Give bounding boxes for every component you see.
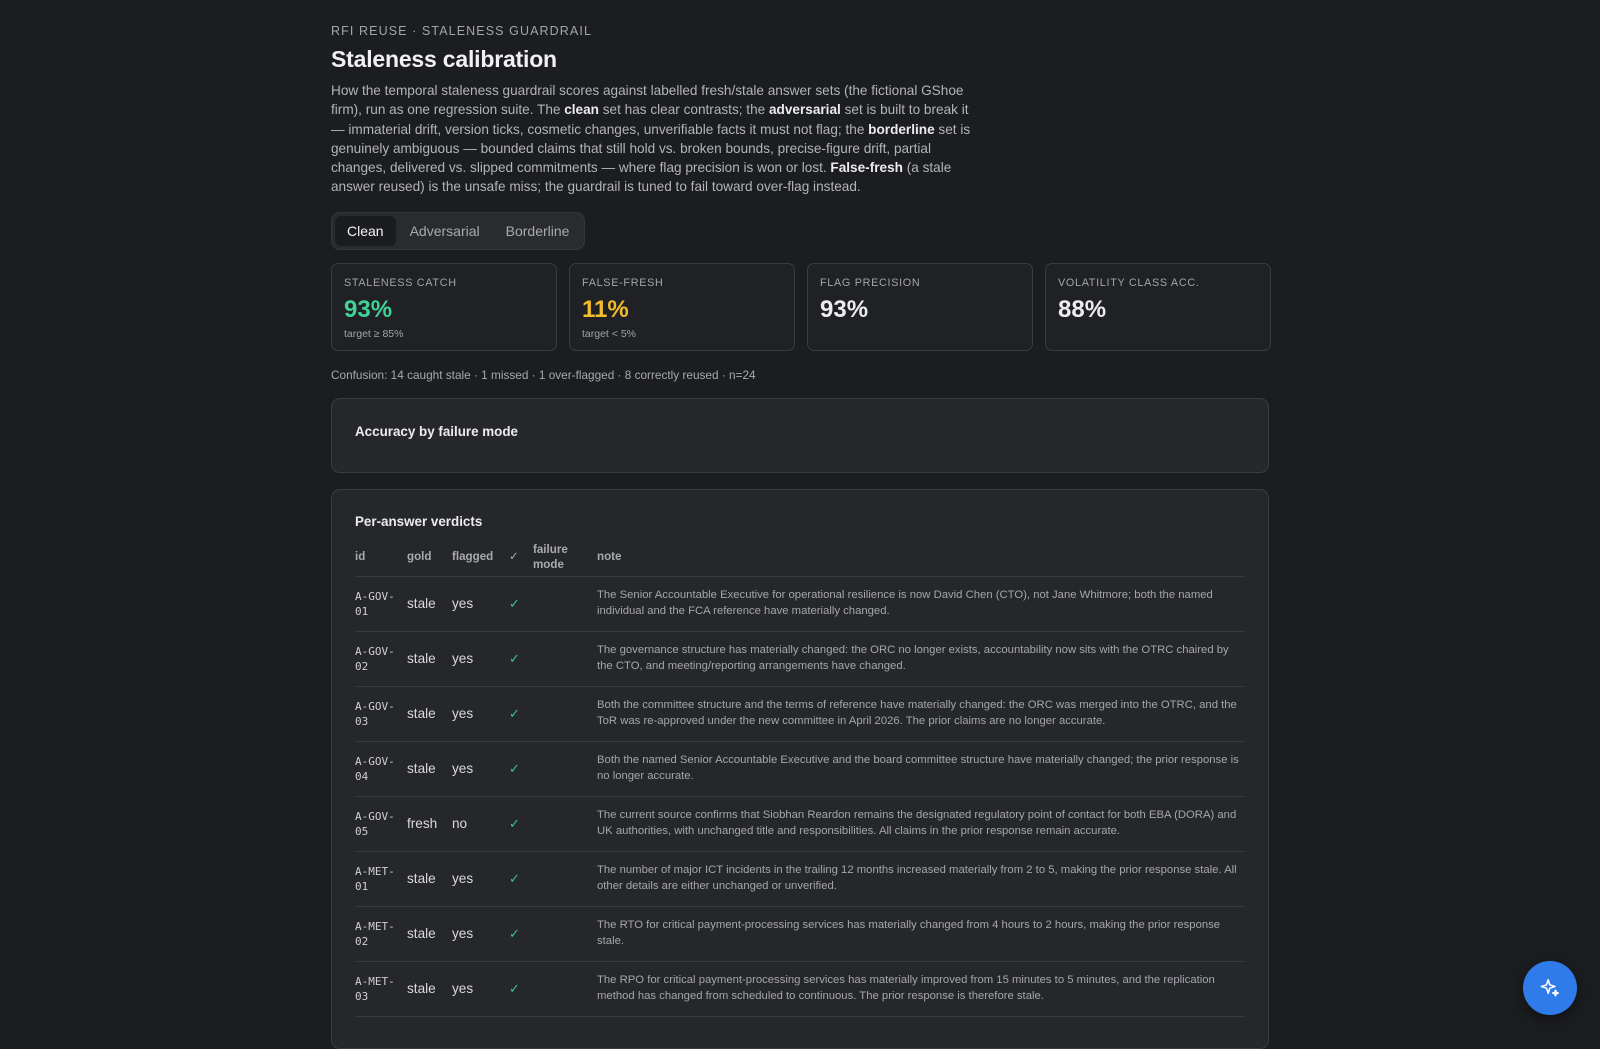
failure-mode bbox=[533, 906, 597, 961]
sparkle-icon bbox=[1539, 977, 1561, 999]
flagged-value: yes bbox=[452, 686, 509, 741]
verdicts-card bbox=[331, 489, 1269, 1049]
col-correct[interactable]: ✓ bbox=[509, 542, 533, 577]
correct-check: ✓ bbox=[509, 961, 533, 1016]
eyebrow: RFI REUSE · STALENESS GUARDRAIL bbox=[331, 24, 592, 38]
kpi-label: FALSE-FRESH bbox=[582, 276, 664, 289]
set-tabs bbox=[331, 212, 585, 250]
verdict-note: Both the named Senior Accountable Executive and the board committee structure have materially changed; the prior response is no longer accurate. bbox=[597, 741, 1245, 796]
flagged-value: yes bbox=[452, 906, 509, 961]
kpi-label: STALENESS CATCH bbox=[344, 276, 457, 289]
answer-id: A-GOV-01 bbox=[355, 576, 407, 631]
table-header-row bbox=[355, 542, 1245, 577]
col-note[interactable]: note bbox=[597, 542, 1245, 577]
correct-check: ✓ bbox=[509, 576, 533, 631]
verdict-note: The number of major ICT incidents in the trailing 12 months increased materially from 2 to 5, making the prior response stale. All other details are either unchanged or unverified. bbox=[597, 851, 1245, 906]
kpi-row bbox=[331, 263, 1269, 351]
intro-text: How the temporal staleness guardrail scores against labelled fresh/stale answer sets (the fictional GShoe firm), run as one regression suite. The bbox=[331, 83, 964, 118]
table-row[interactable] bbox=[355, 576, 1245, 631]
kpi-volatility-class-acc bbox=[1045, 263, 1271, 351]
failure-mode bbox=[533, 741, 597, 796]
gold-label: stale bbox=[407, 961, 452, 1016]
answer-id: A-GOV-04 bbox=[355, 741, 407, 796]
gold-label: stale bbox=[407, 631, 452, 686]
table-row[interactable] bbox=[355, 851, 1245, 906]
failure-mode bbox=[533, 686, 597, 741]
verdict-note: Both the committee structure and the terms of reference have materially changed: the ORC was merged into the OTRC, and the ToR was re-approved under the new committee in April 2026. The prior claims are no longer accurate. bbox=[597, 686, 1245, 741]
gold-label: stale bbox=[407, 851, 452, 906]
kpi-staleness-catch bbox=[331, 263, 557, 351]
table-row[interactable] bbox=[355, 961, 1245, 1016]
intro-text: set has clear contrasts; the bbox=[598, 102, 769, 118]
table-row[interactable] bbox=[355, 686, 1245, 741]
gold-label: stale bbox=[407, 741, 452, 796]
correct-check: ✓ bbox=[509, 631, 533, 686]
failure-mode-card bbox=[331, 398, 1269, 473]
correct-check: ✓ bbox=[509, 906, 533, 961]
intro-emphasis: clean bbox=[564, 102, 599, 118]
intro-text: set is built to break it — immaterial drift, version ticks, cosmetic changes, unverifiable facts it must not flag; the bbox=[331, 102, 969, 137]
intro-emphasis: adversarial bbox=[769, 102, 841, 118]
answer-id: A-GOV-03 bbox=[355, 686, 407, 741]
assistant-fab[interactable] bbox=[1523, 961, 1577, 1015]
flagged-value: no bbox=[452, 796, 509, 851]
tab-borderline[interactable]: Borderline bbox=[505, 222, 570, 239]
table-row[interactable] bbox=[355, 906, 1245, 961]
kpi-value: 88% bbox=[1058, 295, 1107, 323]
failure-mode-title: Accuracy by failure mode bbox=[355, 423, 518, 439]
tab-clean[interactable]: Clean bbox=[335, 216, 396, 246]
gold-label: stale bbox=[407, 686, 452, 741]
page-title: Staleness calibration bbox=[331, 46, 557, 72]
confusion-summary: Confusion: 14 caught stale · 1 missed · 1 over-flagged · 8 correctly reused · n=24 bbox=[331, 367, 756, 382]
failure-mode bbox=[533, 961, 597, 1016]
correct-check: ✓ bbox=[509, 796, 533, 851]
failure-mode bbox=[533, 796, 597, 851]
col-flagged[interactable]: flagged bbox=[452, 542, 509, 577]
kpi-target: target < 5% bbox=[582, 327, 636, 340]
correct-check: ✓ bbox=[509, 741, 533, 796]
table-row[interactable] bbox=[355, 796, 1245, 851]
flagged-value: yes bbox=[452, 961, 509, 1016]
kpi-label: FLAG PRECISION bbox=[820, 276, 921, 289]
intro-text: (a stale answer reused) is the unsafe miss; the guardrail is tuned to fail toward over-flag instead. bbox=[331, 160, 952, 195]
flagged-value: yes bbox=[452, 851, 509, 906]
verdict-note: The RTO for critical payment-processing services has materially changed from 4 hours to 2 hours, making the prior response stale. bbox=[597, 906, 1245, 961]
kpi-value: 93% bbox=[344, 295, 393, 323]
intro-emphasis: False-fresh bbox=[830, 160, 903, 176]
failure-mode bbox=[533, 631, 597, 686]
gold-label: fresh bbox=[407, 796, 452, 851]
answer-id: A-GOV-05 bbox=[355, 796, 407, 851]
correct-check: ✓ bbox=[509, 686, 533, 741]
verdict-note: The RPO for critical payment-processing services has materially improved from 15 minutes to 5 minutes, and the replication method has changed from scheduled to continuous. The prior response is therefore stale. bbox=[597, 961, 1245, 1016]
kpi-flag-precision bbox=[807, 263, 1033, 351]
kpi-label: VOLATILITY CLASS ACC. bbox=[1058, 276, 1200, 289]
kpi-value: 11% bbox=[582, 295, 629, 323]
answer-id: A-MET-01 bbox=[355, 851, 407, 906]
table-row[interactable] bbox=[355, 741, 1245, 796]
flagged-value: yes bbox=[452, 631, 509, 686]
staleness-calibration-page bbox=[331, 0, 1269, 1049]
verdicts-table bbox=[355, 542, 1245, 1017]
gold-label: stale bbox=[407, 576, 452, 631]
tab-adversarial[interactable]: Adversarial bbox=[409, 222, 480, 239]
col-id[interactable]: id bbox=[355, 542, 407, 577]
gold-label: stale bbox=[407, 906, 452, 961]
intro-paragraph bbox=[331, 81, 971, 197]
flagged-value: yes bbox=[452, 741, 509, 796]
intro-emphasis: borderline bbox=[868, 121, 935, 137]
flagged-value: yes bbox=[452, 576, 509, 631]
kpi-value: 93% bbox=[820, 295, 869, 323]
failure-mode bbox=[533, 851, 597, 906]
correct-check: ✓ bbox=[509, 851, 533, 906]
col-gold[interactable]: gold bbox=[407, 542, 452, 577]
table-row[interactable] bbox=[355, 631, 1245, 686]
intro-text: set is genuinely ambiguous — bounded claims that still hold vs. broken bounds, precise-figure drift, partial changes, delivered vs. slipped commitments — where flag precision is won or lost. bbox=[331, 121, 971, 176]
answer-id: A-GOV-02 bbox=[355, 631, 407, 686]
kpi-false-fresh bbox=[569, 263, 795, 351]
col-failure-mode[interactable]: failure mode bbox=[533, 542, 597, 577]
failure-mode bbox=[533, 576, 597, 631]
verdict-rows bbox=[355, 576, 1245, 1016]
verdict-note: The Senior Accountable Executive for operational resilience is now David Chen (CTO), not Jane Whitmore; both the named individual and the FCA reference have materially changed. bbox=[597, 576, 1245, 631]
answer-id: A-MET-03 bbox=[355, 961, 407, 1016]
verdict-note: The governance structure has materially changed: the ORC no longer exists, accountability now sits with the OTRC chaired by the CTO, and meeting/reporting arrangements have changed. bbox=[597, 631, 1245, 686]
answer-id: A-MET-02 bbox=[355, 906, 407, 961]
verdicts-title: Per-answer verdicts bbox=[355, 513, 483, 529]
kpi-target: target ≥ 85% bbox=[344, 327, 404, 340]
verdict-note: The current source confirms that Siobhan Reardon remains the designated regulatory point of contact for both EBA (DORA) and UK authorities, with unchanged title and responsibilities. All claims in the prior response remain accurate. bbox=[597, 796, 1245, 851]
